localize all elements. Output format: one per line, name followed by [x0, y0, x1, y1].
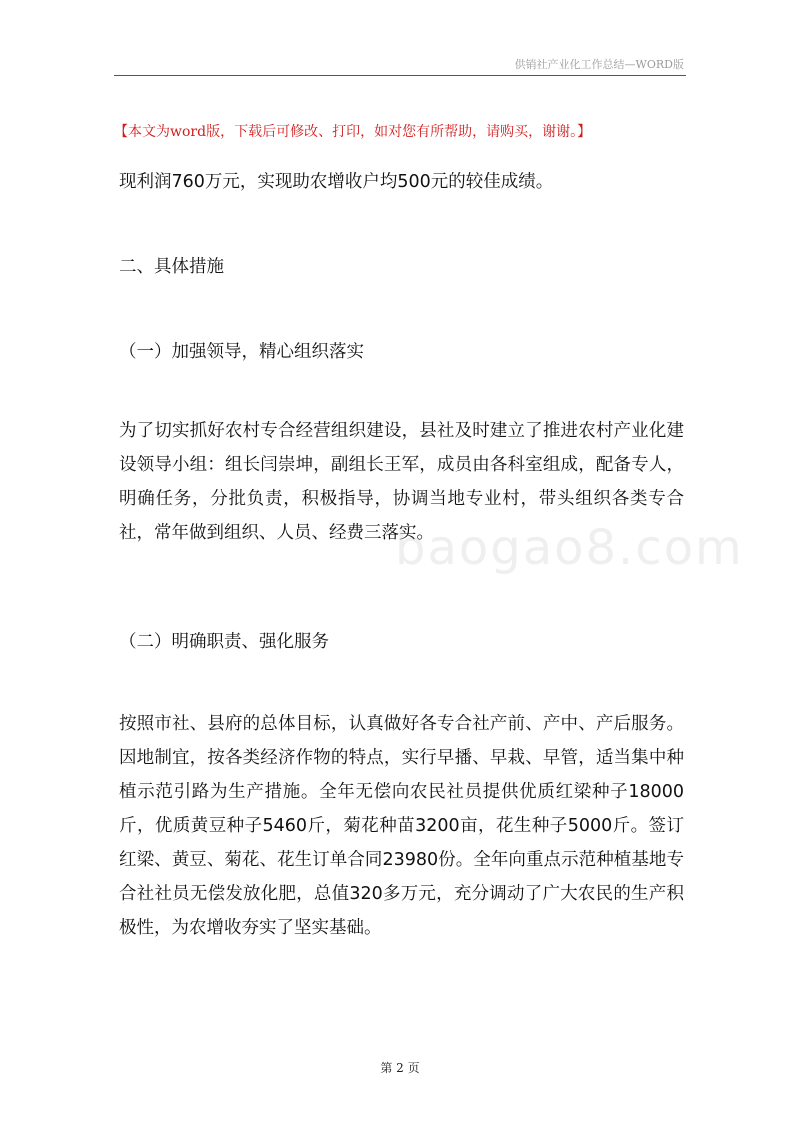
page-number: 第 2 页: [380, 1061, 420, 1075]
header-divider: [114, 75, 686, 76]
download-notice: 【本文为word版，下载后可修改、打印，如对您有所帮助，请购买，谢谢。】: [114, 124, 592, 140]
paragraph-profit: 现利润760万元，实现助农增收户均500元的较佳成绩。: [119, 172, 554, 192]
section-heading-measures: 二、具体措施: [119, 257, 224, 277]
site-watermark: baogao8.com: [395, 520, 744, 576]
running-header: 供销社产业化工作总结—WORD版: [514, 58, 684, 71]
paragraph-leadership: 为了切实抓好农村专合经营组织建设，县社及时建立了推进农村产业化建设领导小组：组长闫崇坤，副组长王军，成员由各科室组成，配备专人，明确任务，分批负责，积极指导，协调当地专业村，带头组织各类专合社，常年做到组织、人员、经费三落实。: [119, 421, 684, 543]
subsection-heading-leadership: （一）加强领导，精心组织落实: [119, 342, 364, 362]
subsection-heading-services: （二）明确职责、强化服务: [119, 632, 329, 652]
paragraph-services: 按照市社、县府的总体目标，认真做好各专合社产前、产中、产后服务。因地制宜，按各类经济作物的特点，实行早播、早栽、早管，适当集中种植示范引路为生产措施。全年无偿向农民社员提供优质红梁种子18000斤，优质黄豆种子5460斤，菊花种苗3200亩，花生种子5000斤。签订红梁、黄豆、菊花、花生订单合同23980份。全年向重点示范种植基地专合社社员无偿发放化肥，总值320多万元，充分调动了广大农民的生产积极性，为农增收夯实了坚实基础。: [119, 714, 684, 938]
